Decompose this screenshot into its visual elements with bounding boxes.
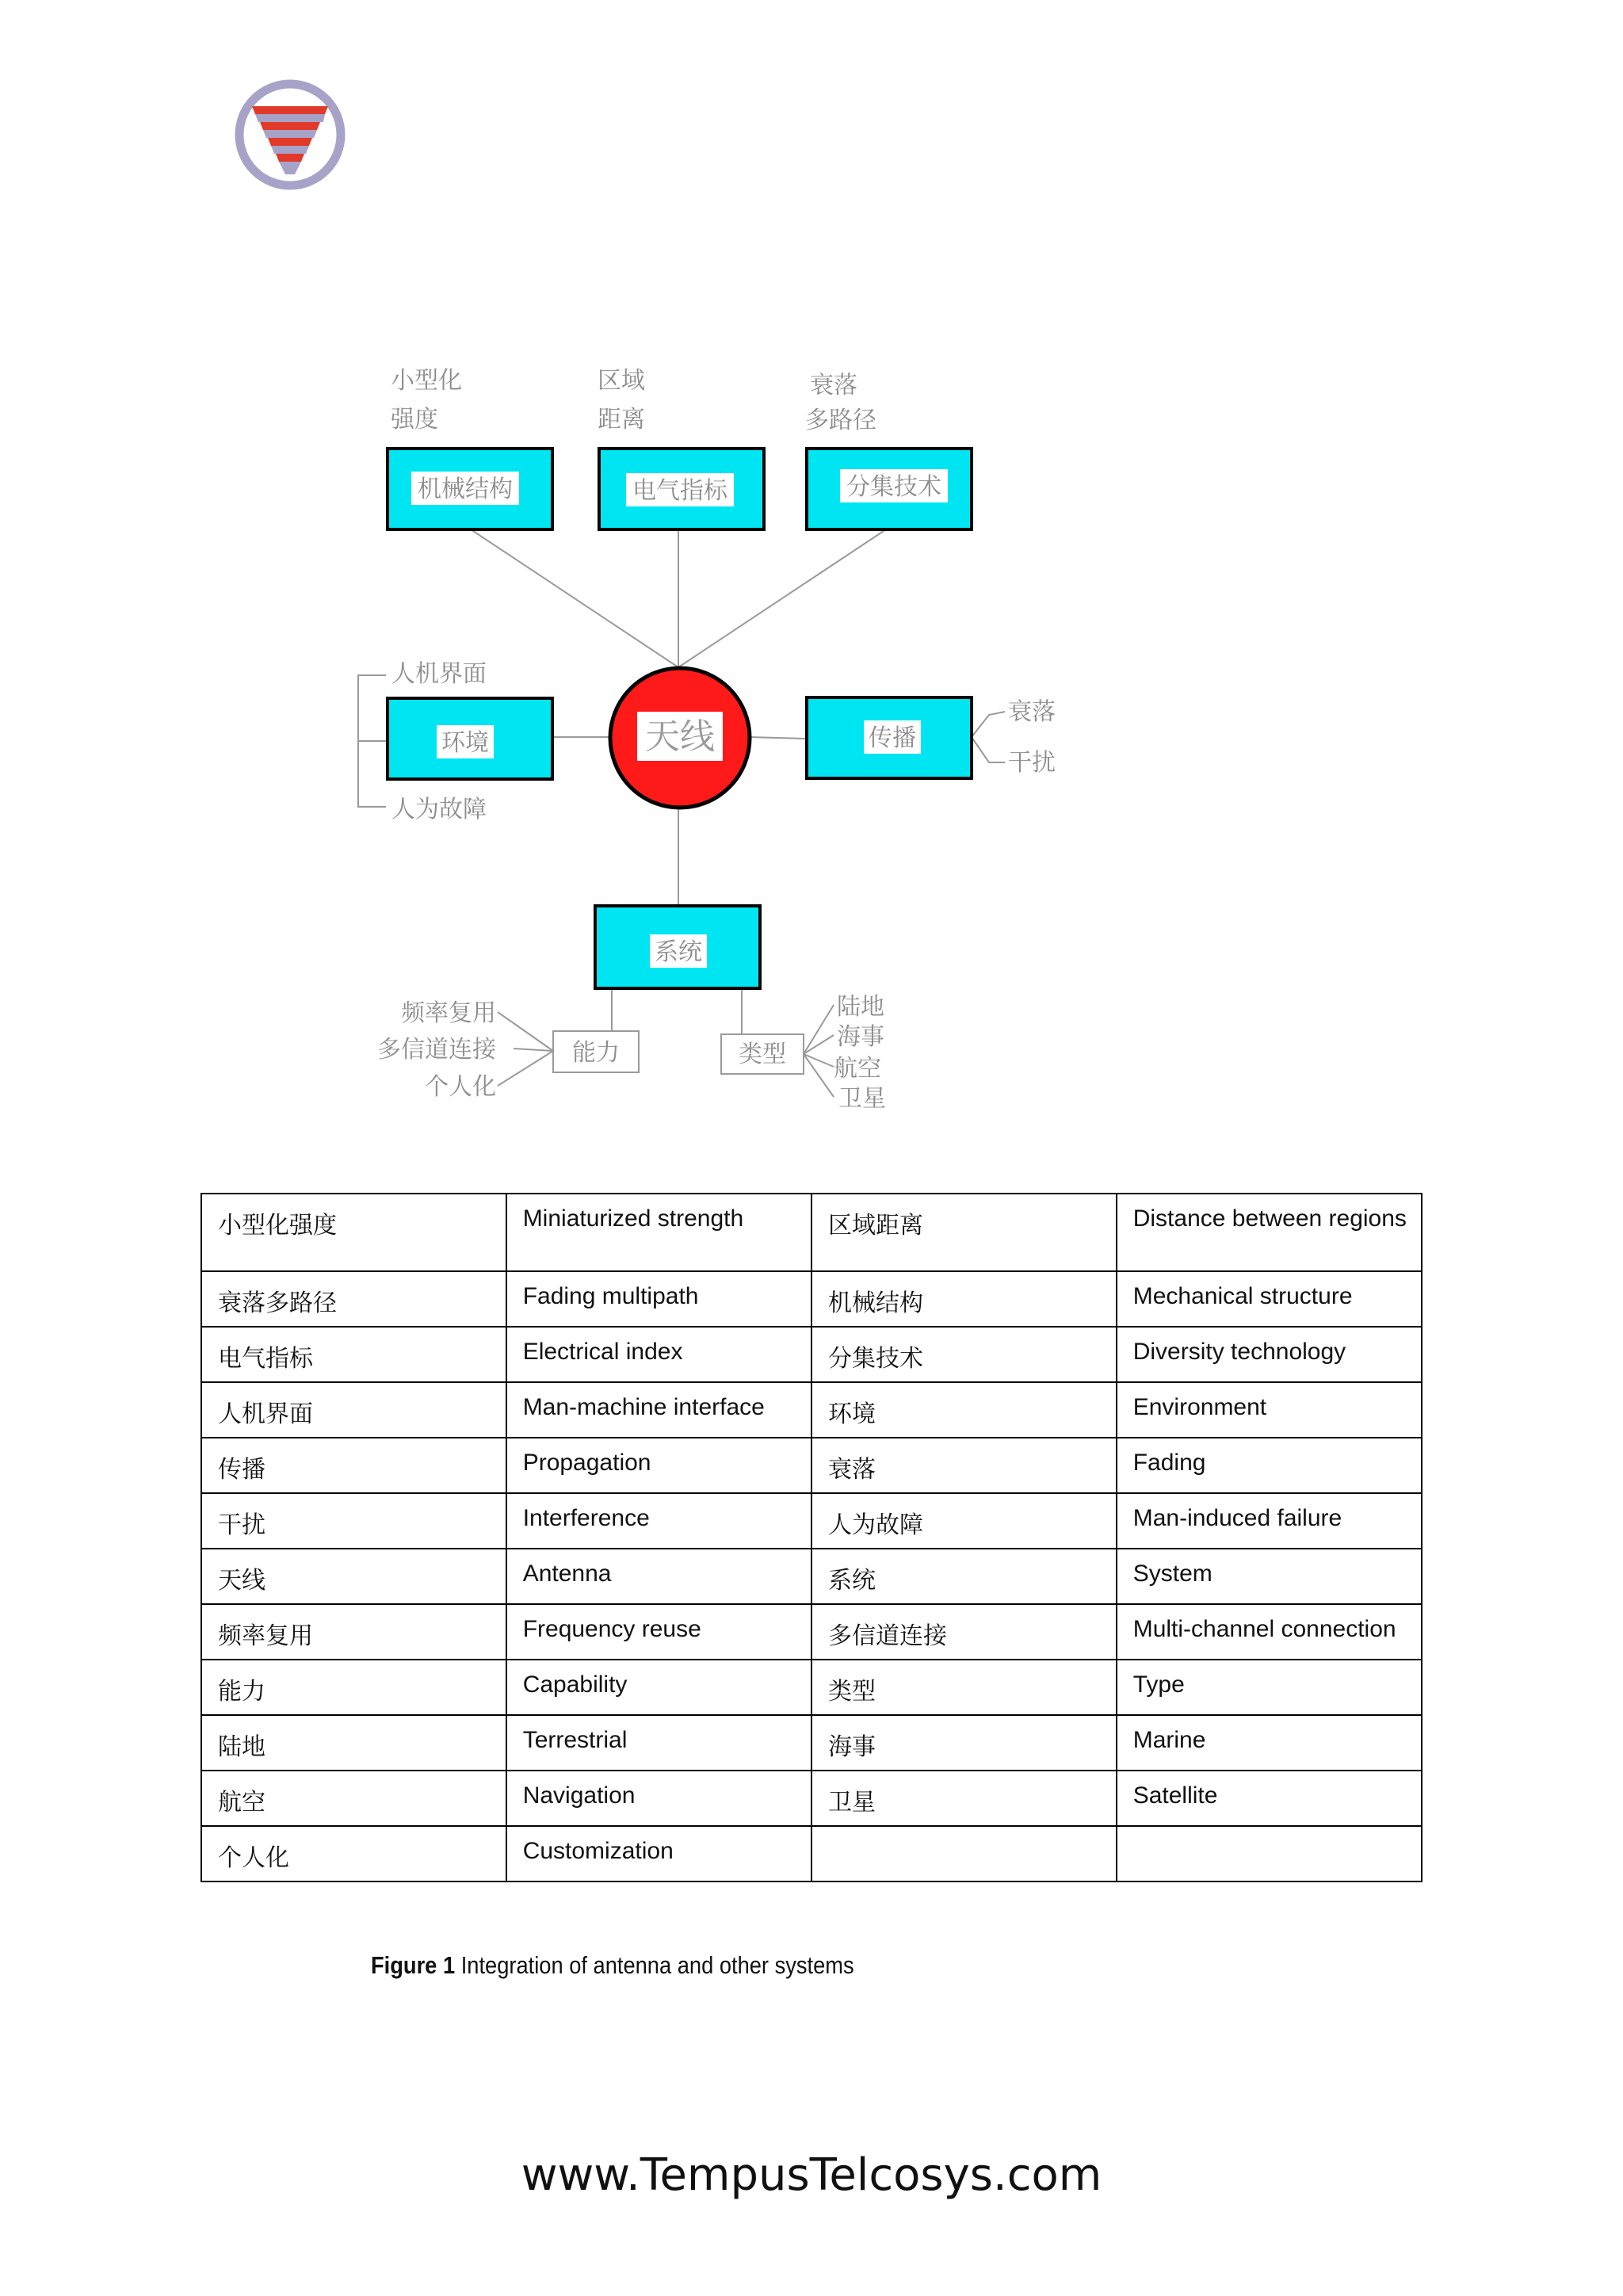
label-man-induced: 人为故障 (391, 796, 487, 823)
connector-line (750, 737, 807, 739)
table-cell: 传播 (201, 1438, 506, 1493)
table-cell: 能力 (201, 1660, 506, 1715)
table-cell: 机械结构 (812, 1271, 1117, 1327)
table-cell: Capability (506, 1660, 812, 1715)
label-distance: 距离 (598, 406, 645, 434)
label-frequency-reuse: 频率复用 (401, 999, 496, 1027)
table-cell: Diversity technology (1117, 1327, 1422, 1382)
antenna-label: 天线 (645, 716, 715, 757)
table-cell: 频率复用 (201, 1604, 506, 1660)
label-region: 区域 (598, 367, 645, 395)
table-cell: 人为故障 (812, 1493, 1117, 1549)
table-cell: 衰落多路径 (201, 1271, 506, 1327)
table-cell: Satellite (1117, 1771, 1422, 1826)
box-label-mechanical: 机械结构 (418, 476, 513, 503)
table-cell: 区域距离 (812, 1194, 1117, 1271)
footer-url: www.TempusTelcosys.com (521, 2149, 1102, 2201)
table-cell: 航空 (201, 1771, 506, 1826)
label-miniaturize: 小型化 (391, 367, 462, 395)
table-cell: Type (1117, 1660, 1422, 1715)
table-cell: Mechanical structure (1117, 1271, 1422, 1327)
table-cell: 天线 (201, 1549, 506, 1604)
table-cell: Fading multipath (506, 1271, 812, 1327)
table-cell: Interference (506, 1493, 812, 1549)
table-cell: Terrestrial (506, 1715, 812, 1771)
table-cell: 环境 (812, 1382, 1117, 1438)
table-row (201, 1493, 1422, 1549)
table-cell: 系统 (812, 1549, 1117, 1604)
table-cell: Antenna (506, 1549, 812, 1604)
table-row (201, 1438, 1422, 1493)
capability-label: 能力 (572, 1039, 620, 1067)
box-label-electrical: 电气指标 (632, 477, 727, 505)
label-multi-channel: 多信道连接 (377, 1036, 496, 1064)
table-cell: Man-induced failure (1117, 1493, 1422, 1549)
table-cell: 陆地 (201, 1715, 506, 1771)
label-strength: 强度 (391, 406, 438, 434)
table-cell: Miniaturized strength (506, 1194, 812, 1271)
table-row (201, 1826, 1422, 1881)
label-prop-fading: 衰落 (1008, 698, 1056, 726)
type-label: 类型 (739, 1041, 786, 1068)
table-row (201, 1660, 1422, 1715)
box-label-propagation: 传播 (869, 724, 916, 752)
table-cell: 小型化强度 (201, 1194, 506, 1271)
table-row (201, 1194, 1422, 1271)
table-cell: Fading (1117, 1438, 1422, 1493)
table-cell (1117, 1826, 1422, 1881)
table-cell: Multi-channel connection (1117, 1604, 1422, 1660)
table-cell: 人机界面 (201, 1382, 506, 1438)
table-row (201, 1271, 1422, 1327)
label-marine: 海事 (837, 1023, 884, 1051)
figure-label: Figure 1 (371, 1951, 456, 1979)
propagation-bracket (972, 712, 1005, 737)
table-cell: Man-machine interface (506, 1382, 812, 1438)
label-man-machine: 人机界面 (391, 660, 487, 688)
label-terrestrial: 陆地 (837, 993, 884, 1021)
table-cell: 电气指标 (201, 1327, 506, 1382)
table-cell: 分集技术 (812, 1327, 1117, 1382)
box-label-system: 系统 (655, 938, 702, 966)
capability-connector (514, 1049, 553, 1051)
table-cell: Distance between regions (1117, 1194, 1422, 1271)
type-connector (804, 1035, 834, 1054)
figure-caption-text: Integration of antenna and other systems (460, 1951, 854, 1979)
table-cell: Navigation (506, 1771, 812, 1826)
table-cell: 衰落 (812, 1438, 1117, 1493)
table-row (201, 1715, 1422, 1771)
figure-caption (371, 1951, 854, 1980)
table-cell: 干扰 (201, 1493, 506, 1549)
table-cell: Propagation (506, 1438, 812, 1493)
glossary-table (200, 1193, 1423, 1882)
label-multipath: 多路径 (805, 407, 876, 434)
table-cell: Marine (1117, 1715, 1422, 1771)
type-connector (804, 1005, 834, 1054)
table-cell (812, 1826, 1117, 1881)
capability-connector (498, 1012, 553, 1051)
table-cell: 多信道连接 (812, 1604, 1117, 1660)
antenna-integration-diagram (0, 0, 1623, 1141)
table-cell: Environment (1117, 1382, 1422, 1438)
label-satellite: 卫星 (838, 1085, 886, 1113)
table-cell: Frequency reuse (506, 1604, 812, 1660)
table-cell: Electrical index (506, 1327, 812, 1382)
table-cell: Customization (506, 1826, 812, 1881)
table-row (201, 1327, 1422, 1382)
box-label-diversity: 分集技术 (846, 473, 941, 501)
connector-line (678, 529, 886, 667)
label-aviation: 航空 (834, 1055, 881, 1083)
table-cell: 海事 (812, 1715, 1117, 1771)
label-interference: 干扰 (1008, 749, 1056, 777)
table-row (201, 1604, 1422, 1660)
label-personalization: 个人化 (425, 1073, 496, 1101)
box-label-environment: 环境 (441, 729, 489, 757)
propagation-bracket (972, 737, 1005, 762)
table-row (201, 1771, 1422, 1826)
connector-line (471, 529, 678, 667)
capability-connector (498, 1051, 553, 1086)
table-cell: 个人化 (201, 1826, 506, 1881)
label-fading: 衰落 (810, 372, 857, 399)
table-cell: 类型 (812, 1660, 1117, 1715)
table-cell: 卫星 (812, 1771, 1117, 1826)
table-cell: System (1117, 1549, 1422, 1604)
table-row (201, 1549, 1422, 1604)
table-row (201, 1382, 1422, 1438)
